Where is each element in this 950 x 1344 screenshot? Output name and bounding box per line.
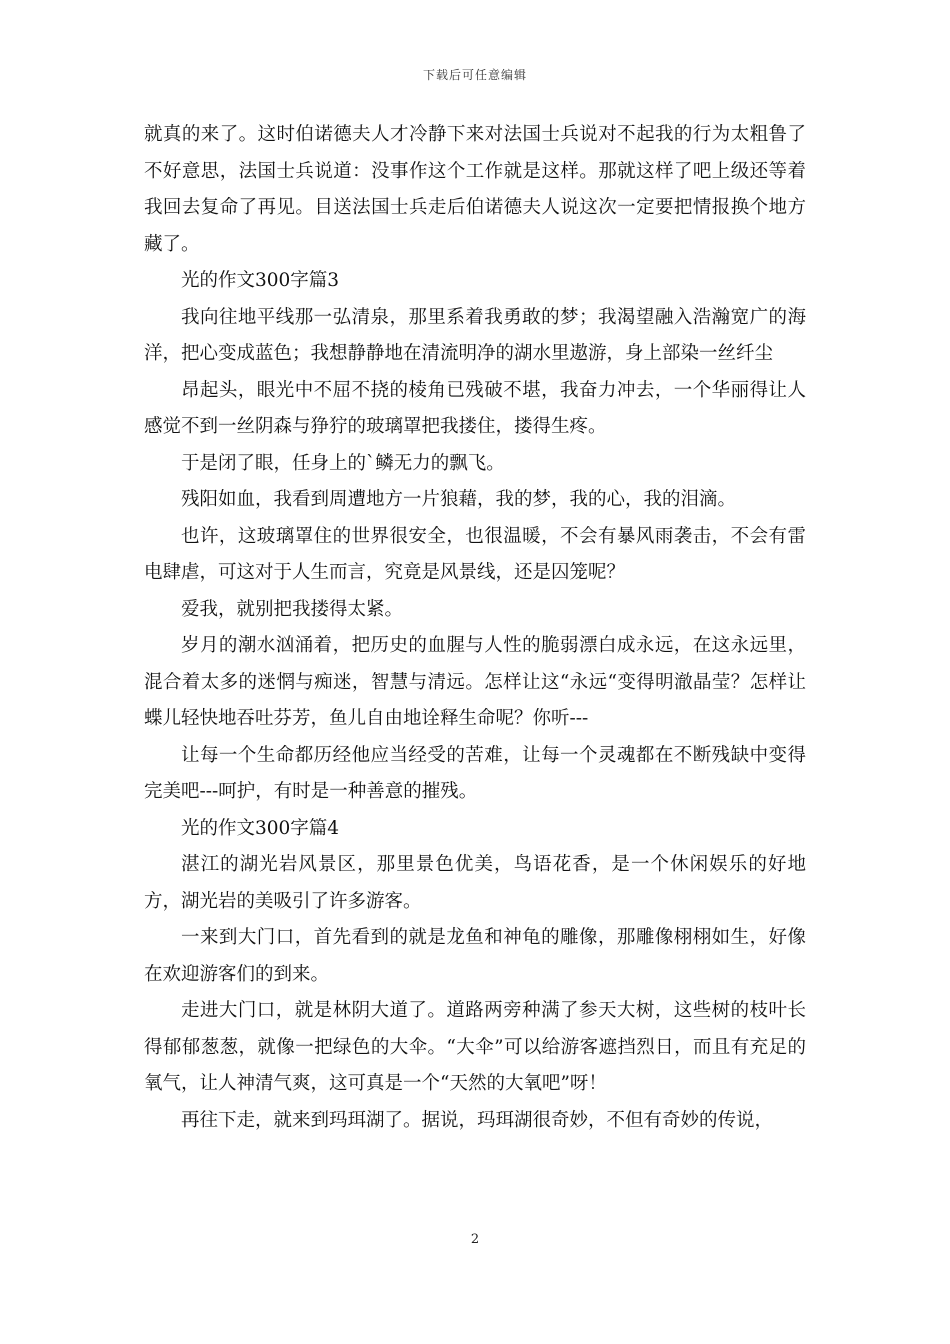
document-body xyxy=(144,117,806,1139)
section-heading: 光的作文300字篇3 xyxy=(181,270,340,291)
paragraph: 再往下走，就来到玛珥湖了。据说，玛珥湖很奇妙，不但有奇妙的传说， xyxy=(181,1109,774,1131)
paragraph: 爱我，就别把我搂得太紧。 xyxy=(181,598,404,620)
paragraph: 就真的来了。这时伯诺德夫人才冷静下来对法国士兵说对不起我的行为太粗鲁了不好意思，法国士兵说道：没事作这个工作就是这样。那就这样了吧上级还等着我回去复命了再见。目送法国士兵走后伯诺德夫人说这次一定要把情报换个地方藏了。 xyxy=(144,124,806,255)
page-number: 2 xyxy=(470,1232,480,1247)
paragraph: 残阳如血，我看到周遭地方一片狼藉，我的梦，我的心，我的泪滴。 xyxy=(181,489,737,510)
paragraph: 岁月的潮水汹涌着，把历史的血腥与人性的脆弱漂白成永远，在这永远里，混合着太多的迷惘与痴迷，智慧与清远。怎样让这“永远“变得明澈晶莹？怎样让蝶儿轻快地吞吐芬芳，鱼儿自由地诠释生命呢？你听--- xyxy=(144,635,806,729)
paragraph: 我向往地平线那一弘清泉，那里系着我勇敢的梦；我渴望融入浩瀚宽广的海洋，把心变成蓝色；我想静静地在清流明净的湖水里遨游，身上部染一丝纤尘 xyxy=(144,306,806,364)
paragraph: 于是闭了眼，任身上的`鳞无力的飘飞。 xyxy=(181,452,505,474)
paragraph: 也许，这玻璃罩住的世界很安全，也很温暖，不会有暴风雨袭击，不会有雷电肆虐，可这对于人生而言，究竟是风景线，还是囚笼呢？ xyxy=(144,525,806,583)
paragraph: 让每一个生命都历经他应当经受的苦难，让每一个灵魂都在不断残缺中变得完美吧---呵护，有时是一种善意的摧残。 xyxy=(144,744,806,802)
paragraph: 昂起头，眼光中不屈不挠的棱角已残破不堪，我奋力冲去，一个华丽得让人感觉不到一丝阴森与狰狞的玻璃罩把我搂住，搂得生疼。 xyxy=(144,379,806,437)
section-heading: 光的作文300字篇4 xyxy=(181,817,340,839)
paragraph: 湛江的湖光岩风景区，那里景色优美，鸟语花香，是一个休闲娱乐的好地方，湖光岩的美吸引了许多游客。 xyxy=(144,854,806,912)
paragraph: 走进大门口，就是林阴大道了。道路两旁种满了参天大树，这些树的枝叶长得郁郁葱葱，就像一把绿色的大伞。“大伞”可以给游客遮挡烈日，而且有充足的氧气，让人神清气爽，这可真是一个“天然的大氧吧”呀！ xyxy=(144,1000,806,1094)
page-header: 下载后可任意编辑 xyxy=(422,68,527,82)
paragraph: 一来到大门口，首先看到的就是龙鱼和神龟的雕像，那雕像栩栩如生，好像在欢迎游客们的到来。 xyxy=(144,927,806,985)
